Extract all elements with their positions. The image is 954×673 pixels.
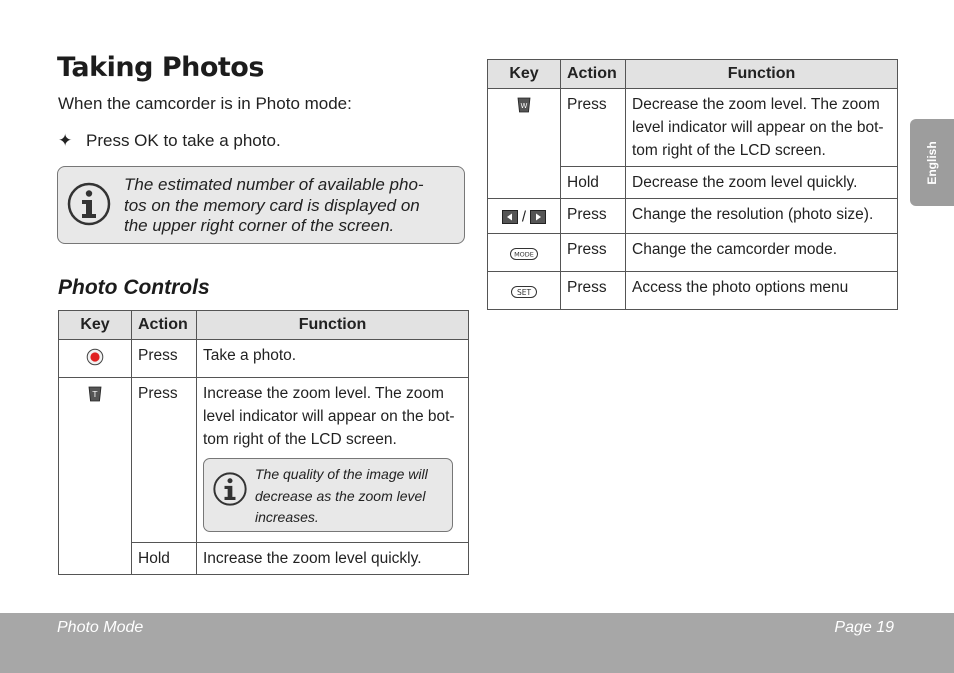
action-cell: Press (132, 378, 197, 543)
zoom-quality-note (203, 458, 453, 532)
photo-controls-table (58, 310, 469, 575)
column-header-key: Key (488, 60, 561, 89)
table-row (59, 340, 469, 378)
info-note-text: The estimated number of available pho- tos on the memory card is displayed on the upper right corner of the screen. (124, 175, 424, 235)
svg-text:MODE: MODE (514, 250, 534, 259)
svg-text:SET: SET (516, 287, 532, 297)
column-header-action: Action (561, 60, 626, 89)
column-header-action: Action (132, 311, 197, 340)
svg-text:T: T (92, 390, 98, 399)
bullet-item (58, 131, 281, 151)
action-cell: Press (561, 199, 626, 234)
action-cell: Press (132, 340, 197, 378)
mode-button-icon (510, 248, 538, 260)
page-title: Taking Photos (57, 52, 264, 83)
zoom-w-button-icon (517, 97, 531, 113)
function-cell: Access the photo options menu (626, 272, 898, 310)
record-button-icon (86, 348, 104, 366)
table-row (488, 199, 898, 234)
zoom-quality-note-text: The quality of the image will decrease as the zoom level increases. (255, 466, 428, 525)
action-cell: Press (561, 234, 626, 272)
svg-text:W: W (520, 102, 528, 110)
function-cell: Decrease the zoom level quickly. (626, 167, 898, 199)
set-button-icon (511, 286, 537, 298)
action-cell: Press (561, 272, 626, 310)
action-cell: Hold (561, 167, 626, 199)
table-row (488, 272, 898, 310)
info-note (57, 166, 465, 244)
language-tab: English (910, 119, 954, 206)
table-row (488, 234, 898, 272)
photo-controls-table-continued (487, 59, 898, 310)
table-row (59, 378, 469, 543)
bullet-star-icon: ✦ (58, 131, 73, 150)
function-cell: Change the resolution (photo size). (626, 199, 898, 234)
function-cell: Increase the zoom level. The zoom level indicator will appear on the bot- tom right of the LCD screen. The quality of the image will decrease as the zoom level increases. (197, 378, 469, 543)
column-header-key: Key (59, 311, 132, 340)
column-header-function: Function (197, 311, 469, 340)
left-arrow-button-icon (502, 210, 518, 224)
section-heading: Photo Controls (58, 276, 210, 299)
page-footer (0, 613, 954, 673)
info-icon (66, 181, 112, 227)
info-icon (212, 471, 248, 507)
footer-section: Photo Mode (57, 619, 144, 636)
function-cell: Change the camcorder mode. (626, 234, 898, 272)
function-cell: Take a photo. (197, 340, 469, 378)
function-cell: Decrease the zoom level. The zoom level indicator will appear on the bot- tom right of the LCD screen. (626, 89, 898, 167)
footer-page-number: Page 19 (834, 619, 894, 636)
function-cell: Increase the zoom level quickly. (197, 543, 469, 575)
zoom-t-button-icon (88, 386, 102, 402)
table-row (488, 89, 898, 167)
bullet-text: Press OK to take a photo. (86, 131, 281, 150)
right-arrow-button-icon (530, 210, 546, 224)
intro-text: When the camcorder is in Photo mode: (58, 94, 352, 113)
action-cell: Hold (132, 543, 197, 575)
column-header-function: Function (626, 60, 898, 89)
action-cell: Press (561, 89, 626, 167)
left-right-button-icon: / (502, 208, 547, 225)
